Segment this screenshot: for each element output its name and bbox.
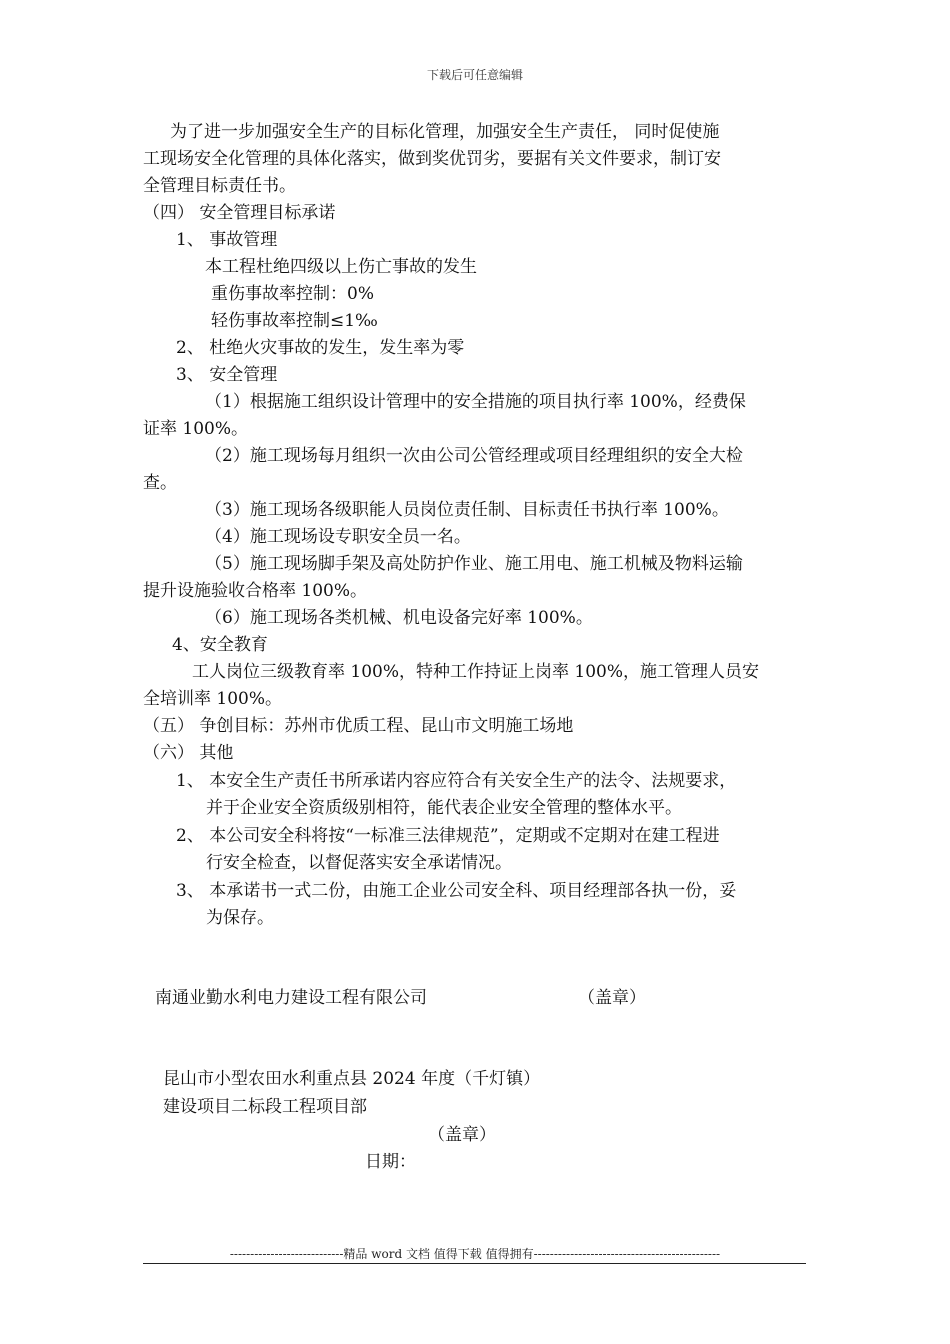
item-4-line: 工人岗位三级教育率 100%，特种工作持证上岗率 100%，施工管理人员安 <box>192 662 760 682</box>
intro-line: 全管理目标责任书。 <box>143 176 296 196</box>
item-3-line: （4）施工现场设专职安全员一名。 <box>205 527 471 547</box>
project-name-line: 昆山市小型农田水利重点县 2024 年度（千灯镇） <box>163 1069 541 1089</box>
section-6-item-line: 并于企业安全资质级别相符，能代表企业安全管理的整体水平。 <box>206 798 682 818</box>
footer-text: ----------------------------精品 word 文档 值得下载 值得拥有---------------------------------------------- <box>229 1247 721 1261</box>
company-name: 南通业勤水利电力建设工程有限公司 <box>155 988 427 1008</box>
section-6-item-line: 2、 本公司安全科将按“一标准三法律规范”，定期或不定期对在建工程进 <box>176 826 720 846</box>
item-3-line: （3）施工现场各级职能人员岗位责任制、目标责任书执行率 100%。 <box>205 500 729 520</box>
item-2: 2、 杜绝火灾事故的发生，发生率为零 <box>176 338 465 358</box>
intro-line: 工现场安全化管理的具体化落实，做到奖优罚劣，要据有关文件要求，制订安 <box>143 149 721 169</box>
intro-line: 为了进一步加强安全生产的目标化管理，加强安全生产责任， 同时促使施 <box>170 122 720 142</box>
item-1-title: 1、 事故管理 <box>176 230 278 250</box>
section-6-item-line: 行安全检查，以督促落实安全承诺情况。 <box>206 853 512 873</box>
item-3-line: 提升设施验收合格率 100%。 <box>143 581 368 601</box>
item-1-line: 轻伤事故率控制≤1‰ <box>211 311 378 331</box>
footer-rule <box>143 1263 806 1264</box>
project-stamp-label: （盖章） <box>428 1125 496 1145</box>
item-3-line: 查。 <box>143 473 177 493</box>
item-3-line: （1）根据施工组织设计管理中的安全措施的项目执行率 100%，经费保 <box>205 392 746 412</box>
page-header: 下载后可任意编辑 <box>426 68 523 82</box>
date-label: 日期： <box>365 1152 416 1172</box>
item-4-title: 4、安全教育 <box>172 635 268 655</box>
item-3-line: （6）施工现场各类机械、机电设备完好率 100%。 <box>205 608 593 628</box>
section-6-item-line: 3、 本承诺书一式二份，由施工企业公司安全科、项目经理部各执一份，妥 <box>176 881 737 901</box>
section-6-item-line: 1、 本安全生产责任书所承诺内容应符合有关安全生产的法令、法规要求， <box>176 771 737 791</box>
item-3-line: （2）施工现场每月组织一次由公司公管经理或项目经理组织的安全大检 <box>205 446 743 466</box>
item-3-line: （5）施工现场脚手架及高处防护作业、施工用电、施工机械及物料运输 <box>205 554 743 574</box>
project-name-line: 建设项目二标段工程项目部 <box>163 1097 367 1117</box>
section-4-title: （四） 安全管理目标承诺 <box>143 203 336 223</box>
section-6-item-line: 为保存。 <box>206 908 274 928</box>
item-1-line: 重伤事故率控制：0% <box>211 284 374 304</box>
item-4-line: 全培训率 100%。 <box>143 689 283 709</box>
section-5-title: （五） 争创目标：苏州市优质工程、昆山市文明施工场地 <box>143 716 574 736</box>
company-stamp-label: （盖章） <box>578 988 646 1008</box>
item-3-title: 3、 安全管理 <box>176 365 278 385</box>
section-6-title: （六） 其他 <box>143 743 234 763</box>
item-3-line: 证率 100%。 <box>143 419 249 439</box>
item-1-line: 本工程杜绝四级以上伤亡事故的发生 <box>205 257 477 277</box>
